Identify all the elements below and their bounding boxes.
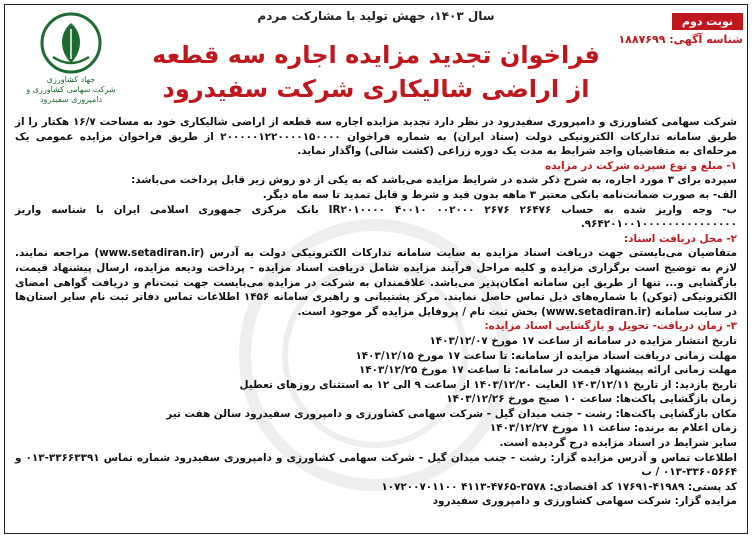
conditions-note: سایر شرایط در اسناد مزایده درج گردیده است. bbox=[499, 437, 737, 450]
date-line: مکان بازگشایی پاکت‌ها: رشت - جنب میدان گیل - شرکت سهامی کشاورزی و دامپروری سفیدرود سالن هفت تیر bbox=[166, 407, 737, 420]
date-line: زمان اعلام به برنده: ساعت ۱۱ مورخ ۱۴۰۳/۱۲/۲۷ bbox=[489, 422, 737, 435]
leaf-emblem-icon bbox=[39, 11, 103, 75]
logo-caption: شرکت سهامی کشاورزی و دامپروری سفیدرود bbox=[26, 85, 116, 104]
section-2-heading: ۲- محل دریافت اسناد: bbox=[623, 232, 737, 245]
date-line: مهلت زمانی ارائه پیشنهاد قیمت در سامانه: تا ساعت ۱۷ مورخ ۱۴۰۳/۱۲/۲۵ bbox=[358, 364, 737, 377]
logo-emblem-text: جهاد کشاورزی bbox=[46, 75, 96, 84]
logo bbox=[11, 11, 131, 111]
ad-id: شناسه آگهی: ۱۸۸۷۶۹۹ bbox=[618, 33, 743, 46]
turn-badge: نوبت دوم bbox=[672, 13, 743, 30]
date-line: تاریخ انتشار مزایده در سامانه از ساعت ۱۷ مورخ ۱۴۰۳/۱۲/۰۷ bbox=[429, 334, 737, 347]
date-line: مهلت زمانی دریافت اسناد مزایده از سامانه: تا ساعت ۱۷ مورخ ۱۴۰۳/۱۲/۱۵ bbox=[355, 349, 737, 362]
section-1-heading: ۱- مبلغ و نوع سپرده شرکت در مزایده bbox=[545, 159, 737, 172]
organizer: مزایده گزار: شرکت سهامی کشاورزی و دامپروری سفیدرود bbox=[432, 495, 737, 508]
title-line-1: فراخوان تجدید مزایده اجاره سه قطعه bbox=[152, 41, 600, 69]
date-line: زمان بازگشایی پاکت‌ها: ساعت ۱۰ صبح مورخ ۱۴۰۳/۱۲/۲۶ bbox=[446, 393, 737, 406]
ad-frame bbox=[4, 4, 748, 534]
slogan: سال ۱۴۰۳، جهش تولید با مشارکت مردم bbox=[257, 9, 495, 23]
date-line: تاریخ بازدید: از تاریخ ۱۴۰۳/۱۲/۱۱ الغایت ۱۴۰۳/۱۲/۲۰ از ساعت ۹ الی ۱۲ به استثنای روزهای تعطیل bbox=[239, 378, 737, 391]
section-1-option-a: الف- به صورت ضمانت‌نامه بانکی معتبر ۳ ماهه بدون قید و شرط و قابل تمدید تا سه ماه دیگر. bbox=[262, 188, 737, 201]
section-1-text: سپرده برای ۳ مورد اجاره، به شرح ذکر شده در شرایط مزایده می‌باشد که به یکی از دو روش زیر قابل پرداخت می‌باشد: bbox=[131, 174, 737, 187]
section-2-text: متقاضیان می‌بایستی جهت دریافت اسناد مزایده به سایت سامانه تدارکات الکترونیکی دولت به آدرس (www.setadiran.ir) مراجعه نمایند. لازم به توضیح است برگزاری مزایده و کلیه مراحل فرآیند مزایده شامل دریافت اسناد مزایده - پرداخت ودیعه مزایده، ارسال پیشنهاد قیمت، بازگشایی و... تنها از طریق این سامانه امکان‌پذیر می‌باشد. علاقمندان به شرکت در مزایده می‌بایست جهت ثبت‌نام و دریافت گواهی امضای الکترونیکی (توکن) با شماره‌های ذیل تماس حاصل نمایند. مرکز پشتیبانی و راهبری سامانه ۱۴۵۶ اطلاعات تماس دفاتر ثبت نام سایر استان‌ها در سایت سامانه (www.setadiran.ir) بخش ثبت نام / پروفایل مزایده گر موجود است. bbox=[15, 247, 737, 318]
section-1-option-b: ب- وجه واریز شده به حساب ۲۶۴۷۶ ۲۶۷۶ ۰۰۲۰۰۰ ۴۰۰۱۰ IR۲۰۱۰۰۰۰ بانک مرکزی جمهوری اسلامی ایران با شناسه واریز ۹۶۴۲۰۱۰۰۱۰۰۰۰۰۰۰۰۰۰۰۰۰۰۰. bbox=[15, 203, 737, 231]
section-3-heading: ۳- زمان دریافت- تحویل و بازگشایی اسناد مزایده: bbox=[484, 320, 737, 333]
postal-info: کد پستی: ۴۱۹۸۹-۱۷۶۹۱ کد اقتصادی: ۳۵۷۸-۴۷۶۵-۴۱۱۳ ۱۰۷۲۰۰۷۰۱۱۰۰ bbox=[381, 480, 737, 493]
contact-info: اطلاعات تماس و آدرس مزایده گزار: رشت - جنب میدان گیل - شرکت سهامی کشاورزی و دامپروری سفیدرود شماره تماس ۳۳۶۶۳۳۹۱-۰۱۳ و ۳۳۶۰۵۶۶۴-۰۱۳ / ب bbox=[15, 451, 737, 479]
intro-paragraph: شرکت سهامی کشاورزی و دامپروری سفیدرود در نظر دارد تجدید مزایده اجاره سه قطعه از اراضی شالیکاری خود به مساحت ۱۶/۷ هکتار را از طریق سامانه تدارکات الکترونیکی دولت (ستاد ایران) به شماره فراخوان ۲۰۰۰۰۰۱۲۲۰۰۰۰۱۵۰۰۰۰ از طریق فراخوان مزایده عمومی یک مرحله‌ای به متقاضیان واجد شرایط به مدت یک دوره زراعی (کشت شالی) واگذار نماید. bbox=[15, 116, 737, 158]
ad-body bbox=[15, 115, 737, 509]
title-line-2: از اراضی شالیکاری شرکت سفیدرود bbox=[162, 75, 590, 103]
